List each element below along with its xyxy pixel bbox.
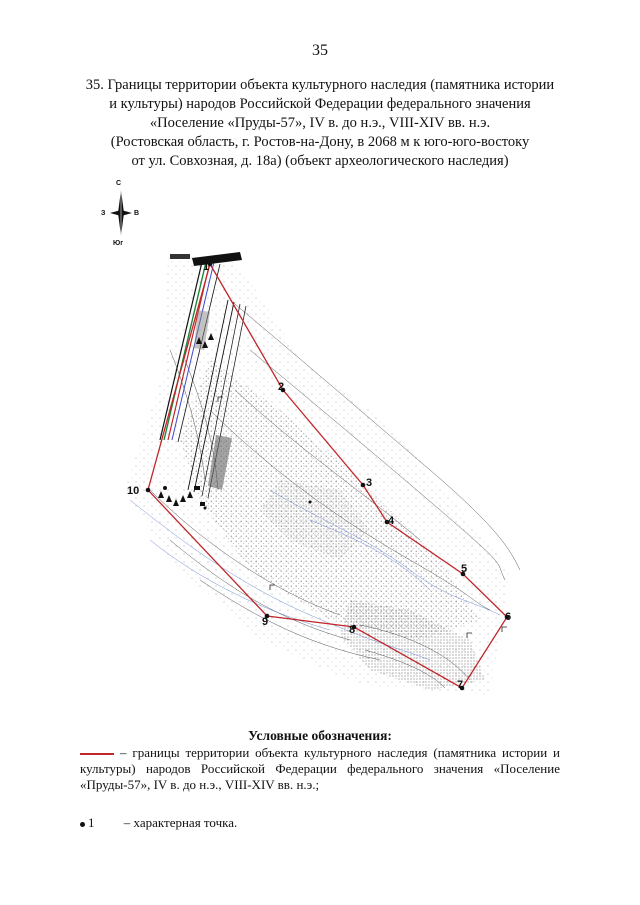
compass-arrow-icon — [108, 188, 134, 238]
point-3-label: 3 — [366, 477, 373, 489]
point-5 — [461, 563, 467, 576]
title-line: «Поселение «Пруды-57», IV в. до н.э., VIII-XIV вв. н.э. — [149, 115, 491, 131]
point-9-label: 9 — [262, 616, 269, 628]
point-10-label: 10 — [127, 485, 140, 497]
point-2-label: 2 — [278, 381, 285, 393]
point-dot-icon — [80, 822, 85, 827]
site-map — [110, 240, 540, 710]
document-title — [60, 76, 580, 171]
compass-west-label: З — [101, 210, 106, 217]
title-line: и культуры) народов Российской Федерации федерального значения — [109, 96, 531, 112]
title-line: 35. Границы территории объекта культурного наследия (памятника истории — [85, 77, 555, 93]
compass-east-label: В — [134, 210, 140, 217]
point-7-label: 7 — [457, 679, 464, 691]
boundary-line-symbol — [80, 753, 114, 755]
point-8-label: 8 — [349, 624, 356, 636]
point-5-label: 5 — [461, 563, 468, 575]
legend-boundary-text: – границы территории объекта культурного наследия (памятника истории и культуры) народов Российской Федерации федерального значения «Поселение «Пруды-57», IV в. до н.э., VIII-XIV вв. н.э.; — [80, 745, 560, 792]
legend-point-symbol-label: 1 — [88, 815, 95, 830]
legend-point-text: – характерная точка. — [123, 815, 238, 830]
legend-heading: Условные обозначения: — [248, 728, 392, 743]
title-line: от ул. Совхозная, д. 18а) (объект археологического наследия) — [131, 153, 509, 169]
compass-south-label: Юг — [113, 240, 124, 247]
point-6 — [505, 611, 511, 623]
point-1-label: 1 — [203, 261, 210, 273]
survey-area — [125, 254, 510, 695]
title-line: (Ростовская область, г. Ростов-на-Дону, в 2068 м к юго-юго-востоку — [110, 134, 530, 150]
point-6-label: 6 — [505, 611, 512, 623]
legend-point-entry — [80, 815, 560, 831]
legend-boundary-entry — [80, 745, 560, 793]
compass-north-label: С — [116, 180, 122, 187]
point-4-label: 4 — [388, 515, 395, 527]
page-number: 35 — [312, 42, 328, 59]
